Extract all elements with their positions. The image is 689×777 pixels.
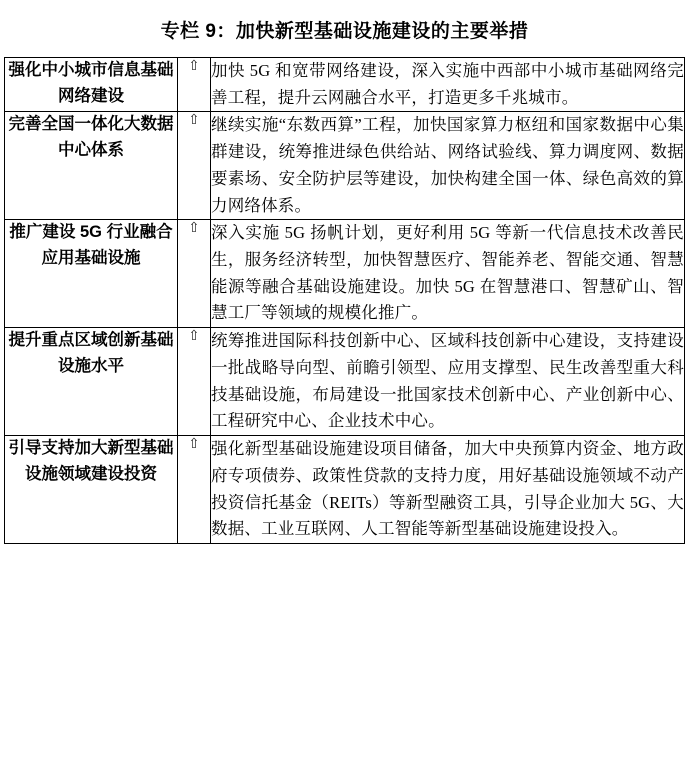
table-row [5,328,685,436]
row-text: 深入实施 5G 扬帆计划，更好利用 5G 等新一代信息技术改善民生，服务经济转型，加快智慧医疗、智能养老、智能交通、智慧能源等融合基础设施建设。加快 5G 在智慧港口、智慧矿山、智慧工厂等领域的规模化推广。 [211,220,685,328]
row-text: 加快 5G 和宽带网络建设，深入实施中西部中小城市基础网络完善工程，提升云网融合水平，打造更多千兆城市。 [211,58,685,112]
row-label: 完善全国一体化大数据中心体系 [5,112,178,220]
table-row [5,112,685,220]
row-text: 强化新型基础设施建设项目储备，加大中央预算内资金、地方政府专项债券、政策性贷款的支持力度，用好基础设施领域不动产投资信托基金（REITs）等新型融资工具，引导企业加大 5G、大数据、工业互联网、人工智能等新型基础设施建设投入。 [211,436,685,544]
page-title: 专栏 9：加快新型基础设施建设的主要举措 [160,21,529,42]
bullet-marker [178,436,211,544]
table-row [5,58,685,112]
row-label: 引导支持加大新型基础设施领域建设投资 [5,436,178,544]
bullet-marker [178,220,211,328]
row-text: 继续实施“东数西算”工程，加快国家算力枢纽和国家数据中心集群建设，统筹推进绿色供给站、网络试验线、算力调度网、数据要素场、安全防护层等建设，加快构建全国一体、绿色高效的算力网络体系。 [211,112,685,220]
row-label: 推广建设 5G 行业融合应用基础设施 [5,220,178,328]
up-arrow-outline-icon: ⇧ [188,221,200,237]
row-label: 提升重点区域创新基础设施水平 [5,328,178,436]
up-arrow-outline-icon: ⇧ [188,59,200,74]
bullet-marker [178,112,211,220]
bullet-marker [178,58,211,112]
row-text: 统筹推进国际科技创新中心、区域科技创新中心建设，支持建设一批战略导向型、前瞻引领型、应用支撑型、民生改善型重大科技基础设施，布局建设一批国家技术创新中心、产业创新中心、工程研究中心、企业技术中心。 [211,328,685,436]
bullet-marker [178,328,211,436]
table-row [5,436,685,544]
row-label: 强化中小城市信息基础网络建设 [5,58,178,112]
up-arrow-outline-icon: ⇧ [188,113,200,129]
up-arrow-outline-icon: ⇧ [188,437,200,453]
measures-table [4,57,685,544]
up-arrow-outline-icon: ⇧ [188,329,200,345]
table-row [5,220,685,328]
